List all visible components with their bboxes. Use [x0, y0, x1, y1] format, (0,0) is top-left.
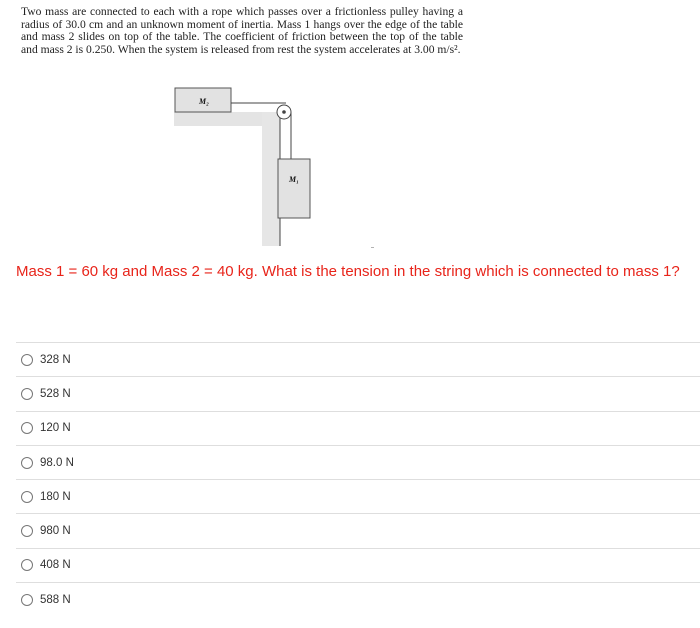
radio-button[interactable] [21, 388, 33, 400]
answer-option[interactable] [16, 513, 700, 547]
radio-button[interactable] [21, 594, 33, 606]
answer-option[interactable] [16, 582, 700, 616]
question-text: Mass 1 = 60 kg and Mass 2 = 40 kg. What is the tension in the string which is connected to mass 1? [16, 263, 680, 280]
problem-image [16, 4, 468, 248]
answer-label: 120 N [40, 422, 71, 435]
answer-label: 98.0 N [40, 456, 74, 469]
answer-label: 588 N [40, 593, 71, 606]
mass-1-label: M₁ [289, 175, 299, 184]
table-leg [262, 112, 280, 246]
answer-label: 980 N [40, 525, 71, 538]
radio-button[interactable] [21, 559, 33, 571]
pulley-diagram [16, 4, 468, 248]
radio-button[interactable] [21, 491, 33, 503]
pulley-axle [282, 110, 286, 114]
radio-button[interactable] [21, 525, 33, 537]
mass-2-label: M₂ [199, 97, 209, 106]
answer-label: 180 N [40, 490, 71, 503]
radio-button[interactable] [21, 457, 33, 469]
radio-button[interactable] [21, 422, 33, 434]
answer-option[interactable] [16, 479, 700, 513]
answer-option[interactable] [16, 376, 700, 410]
answer-label: 328 N [40, 353, 71, 366]
answer-option[interactable] [16, 342, 700, 376]
mass-1-block [278, 159, 310, 218]
answer-options [16, 342, 700, 616]
answer-label: 528 N [40, 387, 71, 400]
radio-button[interactable] [21, 354, 33, 366]
answer-option[interactable] [16, 548, 700, 582]
answer-option[interactable] [16, 445, 700, 479]
answer-option[interactable] [16, 411, 700, 445]
problem-statement: Two mass are connected to each with a rope which passes over a frictionless pulley having a radius of 30.0 cm and an unknown moment of inertia. Mass 1 hangs over the edge of the table and mass 2 slides on top of the table. The coefficient of friction between the top of the table and mass 2 is 0.250. When the system is released from rest the system accelerates at 3.00 m/s². [21, 5, 463, 56]
answer-label: 408 N [40, 559, 71, 572]
